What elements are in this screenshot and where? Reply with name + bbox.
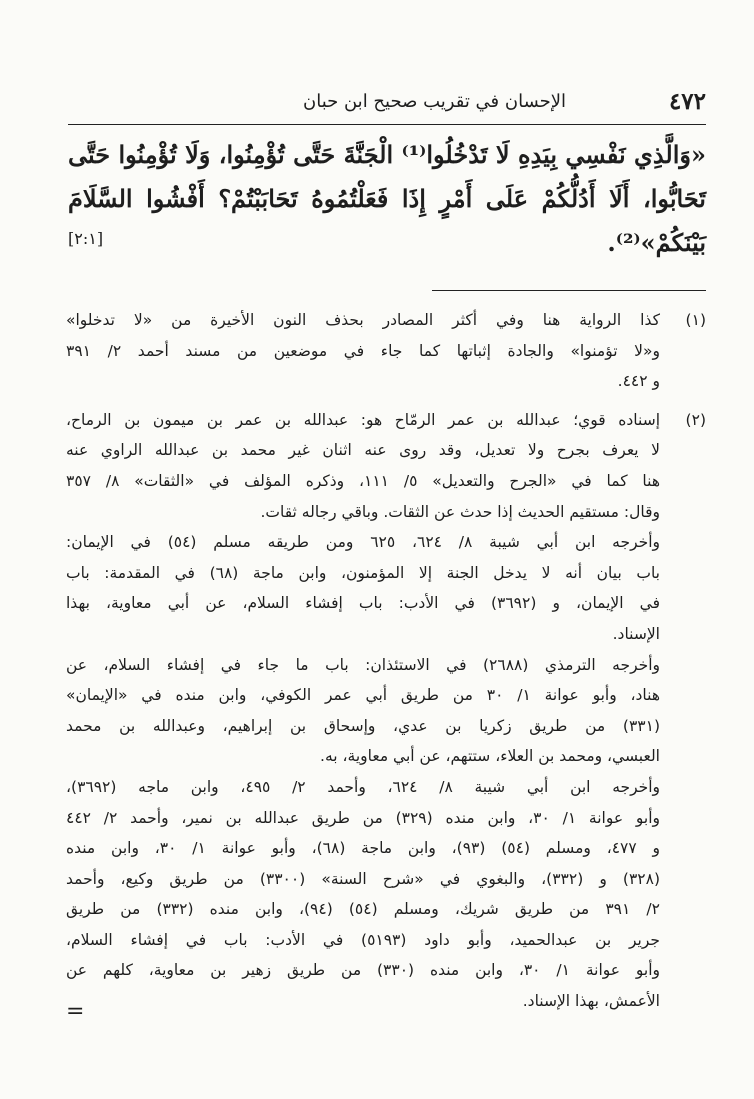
footnote-separator bbox=[432, 290, 706, 291]
footnote-line: العبسي، ومحمد بن العلاء، ستتهم، عن أبي معاوية، به. bbox=[320, 747, 660, 766]
footnote-line: وأخرجه ابن أبي شيبة ٨/ ٦٢٤، وأحمد ٢/ ٤٩٥، وابن ماجه (٣٦٩٢)، bbox=[66, 777, 661, 796]
footnote-line: وأخرجه الترمذي (٢٦٨٨) في الاستئذان: باب ما جاء في إفشاء السلام، عن bbox=[66, 655, 660, 674]
page-number: ٤٧٢ bbox=[668, 88, 706, 115]
page-header bbox=[68, 88, 706, 118]
footnote-2 bbox=[66, 405, 708, 1017]
hadith-reference: [٢:١] bbox=[68, 229, 104, 248]
footnote-line: وأخرجه ابن أبي شيبة ٨/ ٦٢٤، ٦٢٥ ومن طريقه مسلم (٥٤) في الإيمان: bbox=[66, 533, 660, 552]
footnote-line: باب بيان أنه لا يدخل الجنة إلا المؤمنون، وابن ماجة (٦٨) في المقدمة: باب bbox=[66, 563, 660, 582]
footnote-line: هنا كما في «الجرح والتعديل» ٥/ ١١١، وذكره المؤلف في «الثقات» ٨/ ٣٥٧ bbox=[66, 471, 661, 490]
footnote-line: (٣٣١) من طريق زكريا بن عدي، وإسحاق بن إبراهيم، وعبدالله بن محمد bbox=[66, 716, 660, 735]
footnote-line: و ٤٧٧، ومسلم (٥٤) (٩٣)، وابن ماجة (٦٨)، وأبو عوانة ١/ ٣٠، وابن منده bbox=[66, 839, 660, 858]
footnote-line: هناد، وأبو عوانة ١/ ٣٠ من طريق أبي عمر الكوفي، وابن منده في «الإيمان» bbox=[66, 686, 661, 705]
footnote-line: إسناده قوي؛ عبدالله بن عمر الرمّاح هو: عبدالله بن عمر بن ميمون بن الرماح، bbox=[66, 410, 660, 429]
hadith-line: «وَالَّذِي نَفْسِي بِيَدِهِ لَا تَدْخُلُوا⁽¹⁾ الْجَنَّةَ حَتَّى تُؤْمِنُوا، وَلَا تُؤْمِنُوا حَتَّى bbox=[68, 140, 706, 169]
footnote-line: لا يعرف بجرح ولا تعديل، وقد روى عنه اثنان غير محمد بن عبدالله الراوي عنه bbox=[66, 441, 660, 460]
footnote-line: الأعمش، بهذا الإسناد. bbox=[522, 992, 660, 1011]
footnote-line: وأبو عوانة ١/ ٣٠، وابن منده (٣٢٩) من طريق عبدالله بن نمير، وأحمد ٢/ ٤٤٢ bbox=[66, 808, 660, 827]
continuation-mark: = bbox=[66, 999, 85, 1024]
hadith-line: بَيْنَكُمْ»⁽²⁾. bbox=[607, 228, 706, 257]
footnote-line: كذا الرواية هنا وفي أكثر المصادر بحذف النون الأخيرة من «لا تدخلوا» bbox=[66, 311, 660, 329]
footnote-line: و«لا تؤمنوا» والجادة إثباتها كما جاء في موضعين من مسند أحمد ٢/ ٣٩١ bbox=[66, 341, 660, 360]
footnotes bbox=[66, 305, 708, 1017]
hadith-line: تَحَابُّوا، أَلَا أَدُلُّكُمْ عَلَى أَمْرٍ إِذَا فَعَلْتُمُوهُ تَحَابَبْتُمْ؟ أَفْشُوا السَّلَامَ bbox=[68, 184, 706, 213]
footnote-1 bbox=[66, 305, 708, 397]
footnote-line: الإسناد. bbox=[612, 624, 660, 643]
footnote-paragraph bbox=[66, 650, 660, 772]
footnote-line: و ٤٤٢. bbox=[617, 372, 660, 391]
hadith-text bbox=[68, 133, 706, 265]
footnote-paragraph bbox=[66, 527, 660, 649]
footnote-line: جرير بن عبدالحميد، وأبو داود (٥١٩٣) في الأدب: باب في إفشاء السلام، bbox=[66, 930, 660, 949]
footnote-line: في الإيمان، و (٣٦٩٢) في الأدب: باب إفشاء السلام، عن أبي معاوية، بهذا bbox=[66, 594, 660, 613]
running-title: الإحسان في تقريب صحيح ابن حبان bbox=[303, 91, 567, 112]
footnote-line: ٢/ ٣٩١ من طريق شريك، ومسلم (٥٤) (٩٤)، وابن منده (٣٣٢) من طريق bbox=[66, 900, 660, 919]
footnote-line: (٣٢٨) و (٣٣٢)، والبغوي في «شرح السنة» (٣٣٠٠) من طريق وكيع، وأحمد bbox=[66, 869, 660, 888]
header-rule bbox=[68, 124, 706, 125]
footnote-number: (١) bbox=[685, 311, 706, 329]
footnote-number: (٢) bbox=[685, 410, 706, 429]
footnote-paragraph bbox=[66, 405, 660, 527]
footnote-line: وقال: مستقيم الحديث إذا حدث عن الثقات. وباقي رجاله ثقات. bbox=[260, 502, 660, 521]
footnote-paragraph bbox=[66, 772, 660, 1017]
footnote-line: وأبو عوانة ١/ ٣٠، وابن منده (٣٣٠) من طريق زهير بن معاوية، كلهم عن bbox=[66, 961, 661, 980]
